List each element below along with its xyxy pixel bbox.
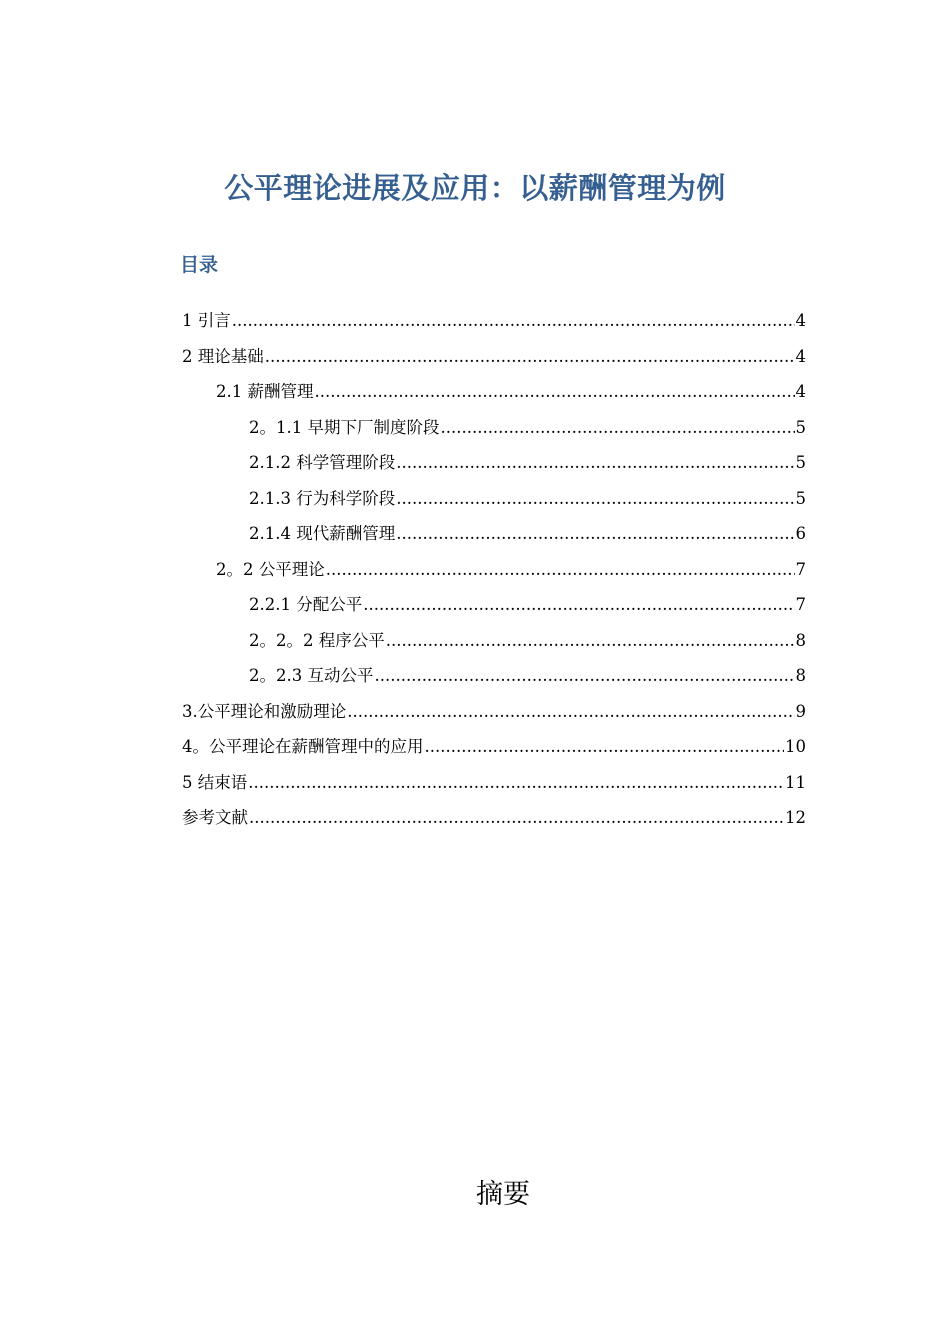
toc-entry[interactable] [0,770,806,806]
toc-entry[interactable] [0,663,806,699]
toc-entry-page: 7 [795,559,806,579]
toc-entry-label: 2.1.3 行为科学阶段 [249,488,396,508]
toc-leader-dots [265,344,795,370]
toc-entry-label: 2.1.4 现代薪酬管理 [249,524,396,543]
toc-leader-dots [374,663,794,689]
toc-entry-label: 4。公平理论在薪酬管理中的应用 [182,737,424,756]
toc-entry-label: 2。1.1 早期下厂制度阶段 [249,417,440,437]
toc-leader-dots [249,805,784,831]
toc-entry-label: 2。2.3 互动公平 [249,666,374,685]
toc-entry-label: 2.2.1 分配公平 [249,595,363,614]
toc-entry-page: 5 [795,453,806,472]
toc-entry-label: 2.1.2 科学管理阶段 [249,453,396,472]
document-title: 公平理论进展及应用：以薪酬管理为例 [224,171,726,205]
toc-entry-label: 5 结束语 [182,772,248,792]
toc-entry-page: 4 [795,382,806,401]
toc-leader-dots [396,521,794,547]
toc-entry-page: 4 [795,311,806,330]
toc-entry[interactable] [0,344,806,380]
toc-entry[interactable] [0,734,806,770]
toc-leader-dots [396,486,794,512]
toc-entry-label: 1 引言 [182,311,231,330]
toc-entry-page: 5 [795,488,806,508]
toc-entry-page: 8 [795,666,806,685]
toc-leader-dots [425,734,785,760]
toc-entry[interactable] [0,379,806,415]
toc-entry[interactable] [0,415,806,451]
toc-entry-page: 10 [785,737,806,756]
toc-heading: 目录 [180,254,219,276]
toc-entry[interactable] [0,628,806,664]
toc-entry-label: 2。2。2 程序公平 [249,630,385,650]
toc-entry[interactable] [0,805,806,841]
toc-leader-dots [315,379,795,405]
toc-entry-label: 2。2 公平理论 [216,559,325,579]
toc-entry-page: 12 [785,808,806,827]
toc-entry-page: 7 [795,595,806,614]
toc-list [0,308,806,841]
toc-entry[interactable] [0,308,806,344]
toc-leader-dots [396,450,794,476]
toc-entry-page: 5 [795,417,806,437]
toc-entry-label: 2 理论基础 [182,346,264,366]
toc-leader-dots [248,770,784,796]
toc-entry-page: 6 [795,524,806,543]
toc-entry[interactable] [0,486,806,522]
toc-entry[interactable] [0,557,806,593]
toc-entry-page: 11 [785,772,806,792]
toc-entry-page: 9 [795,701,806,721]
abstract-heading: 摘要 [476,1179,530,1210]
toc-entry[interactable] [0,450,806,486]
toc-entry[interactable] [0,521,806,557]
toc-leader-dots [440,415,794,441]
toc-entry-page: 8 [795,630,806,650]
toc-leader-dots [386,628,795,654]
toc-entry[interactable] [0,592,806,628]
toc-entry-label: 参考文献 [182,808,248,827]
toc-entry-label: 2.1 薪酬管理 [216,382,314,401]
toc-entry[interactable] [0,699,806,735]
toc-entry-page: 4 [795,346,806,366]
toc-leader-dots [347,699,794,725]
toc-leader-dots [363,592,794,618]
toc-leader-dots [326,557,795,583]
toc-entry-label: 3.公平理论和激励理论 [182,701,347,721]
toc-leader-dots [232,308,795,334]
